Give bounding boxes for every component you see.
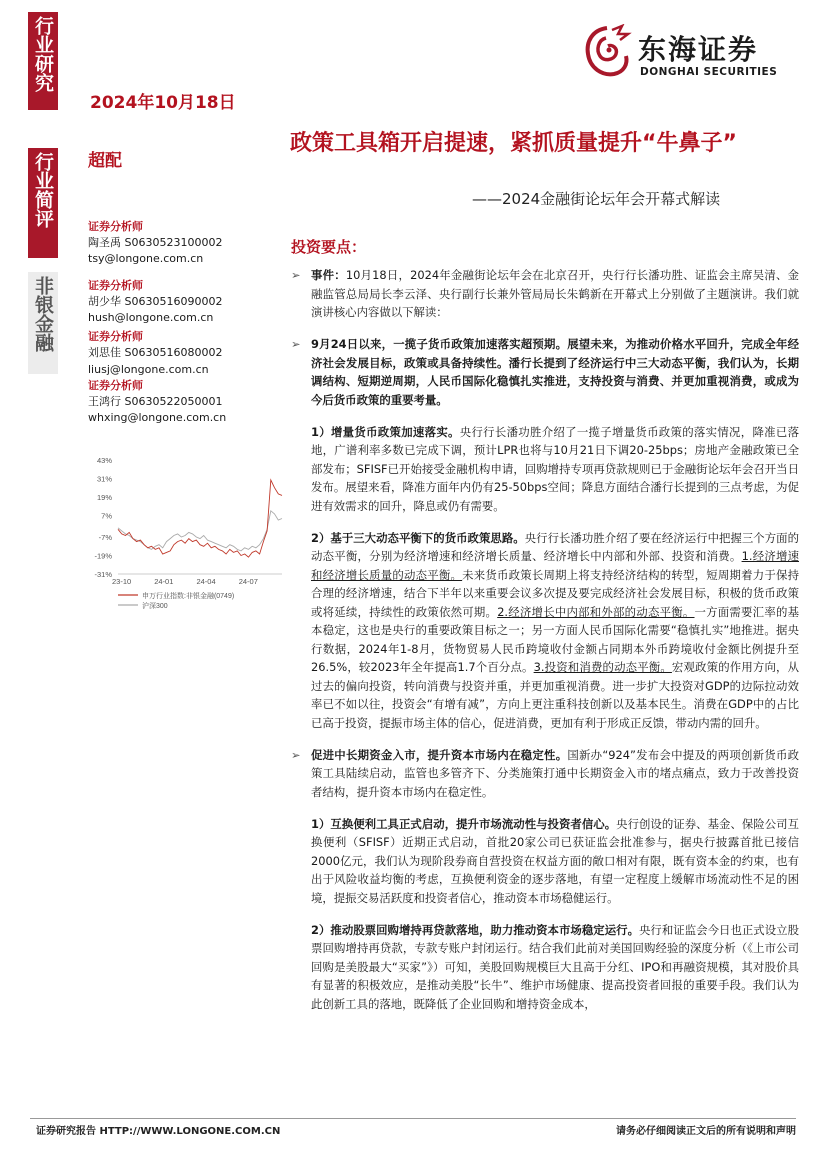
analyst-email[interactable]: whxing@longone.com.cn	[88, 411, 227, 425]
paragraph-text: 央行行长潘功胜介绍了一揽子增量货币政策的落实情况，降准已落地，广谱利率多数已完成下调，预计LPR也将与10月21日下调20-25bps；房地产金融政策已全部发布；SFISF已开始接受金融机构申请，回购增持专项再贷款规则已于金融街论坛年会召开当日发布。展望来看，降准方面年内仍有25-50bps空间；降息方面结合潘行长提到的三点考虑，为促进有效需求的回升，降息或仍有需要。	[311, 424, 799, 513]
paragraph-heading: 2）基于三大动态平衡下的货币政策思路。	[311, 530, 525, 545]
dragon-logo-icon	[582, 24, 632, 80]
bullet-arrow-icon: ➢	[291, 337, 301, 351]
x-tick-label: 24-04	[196, 577, 216, 586]
y-tick-label: 43%	[96, 456, 112, 465]
analyst-role: 证券分析师	[88, 220, 143, 233]
series-line	[118, 480, 282, 557]
analyst-email[interactable]: liusj@longone.com.cn	[88, 362, 209, 376]
legend-label: 沪深300	[142, 603, 168, 610]
y-tick-label: 7%	[101, 511, 112, 521]
analyst-name-code	[88, 394, 278, 410]
report-subtitle: ——2024金融街论坛年会开幕式解读	[472, 190, 721, 208]
performance-chart	[86, 452, 286, 624]
analyst-list	[88, 219, 278, 426]
analyst-name: 胡少华	[88, 294, 121, 308]
paragraph-text: 未来货币政策长周期上将支持经济结构的转型，短周期着力于保持合理的经济增速，结合下半年以来重要会议多次提及要完成经济社会发展目标，积极的货币政策或将延续，持续性的政策依然可期。	[311, 567, 799, 619]
key-points-body	[291, 266, 799, 1027]
paragraph-text: 国新办“924”发布会中提及的两项创新货币政策工具陆续启动，监管也多管齐下、分类施策打通中长期资金入市的堵点痛点，致力于改善投资者结构，提升资本市场内在稳定性。	[311, 747, 799, 799]
analyst-code: S0630516090002	[124, 294, 223, 308]
analyst-name: 王鸿行	[88, 395, 121, 409]
industry-label: 非银金融	[32, 276, 54, 352]
bullet-arrow-icon: ➢	[291, 747, 301, 762]
paragraph-text: 央行行长潘功胜介绍了要在经济运行中把握三个方面的动态平衡，分别为经济增速和经济增长质量、经济增长中内部和外部、投资和消费。	[311, 530, 799, 563]
paragraph-heading: 促进中长期资金入市，提升资本市场内在稳定性。	[311, 747, 568, 762]
brand-name-en: DONGHAI SECURITIES	[640, 66, 778, 78]
analyst-name: 刘思佳	[88, 346, 121, 360]
footer-disclaimer: 请务必仔细阅读正文后的所有说明和声明	[616, 1126, 796, 1137]
brand-logo	[582, 22, 802, 84]
summary-paragraph	[291, 335, 799, 409]
analyst-code: S0630523100002	[124, 236, 223, 250]
brand-name-cn: 东海证券	[638, 33, 759, 66]
y-tick-label: 19%	[96, 492, 112, 502]
analyst-code: S0630522050001	[124, 395, 223, 409]
report-title: 政策工具箱开启提速，紧抓质量提升“牛鼻子”	[290, 131, 737, 156]
report-date: 2024年10月18日	[90, 93, 236, 113]
analyst-name-code	[88, 235, 278, 251]
event-text: 10月18日，2024年金融街论坛年会在北京召开，央行行长潘功胜、证监会主席吴清、金融监管总局局长李云泽、央行副行长兼外管局局长朱鹤新在开幕式上分别做了主题演讲。我们就演讲核心内容做以下解读：	[311, 268, 799, 319]
paragraph-heading: 1）增量货币政策加速落实。	[311, 424, 460, 439]
paragraph-text: 央行创设的证券、基金、保险公司互换便利（SFISF）近期正式启动，首批20家公司已获证监会批准参与，据央行披露首批已接信2000亿元，我们认为现阶段券商自营投资在权益方面的敞口相对有限，既有资本金的约束，也有出于风险收益均衡的考虑，互换便利资金的逐步落地，有望一定程度上缓解市场流动性不足的困境，提振交易活跃度和投资者信心，推动资本市场稳健运行。	[311, 816, 799, 905]
balance-point-2: 2.经济增长中内部和外部的动态平衡。	[497, 604, 695, 619]
y-tick-label: -19%	[94, 551, 112, 561]
analyst-role: 证券分析师	[88, 330, 143, 344]
capital-market-paragraph	[291, 746, 799, 802]
analyst-name-code	[88, 294, 278, 310]
report-type-label: 行业简评	[32, 152, 54, 228]
analyst-role: 证券分析师	[88, 278, 143, 292]
footer-left[interactable]: 证券研究报告 HTTP://WWW.LONGONE.COM.CN	[36, 1126, 281, 1137]
analyst-name: 陶圣禹	[88, 236, 121, 250]
monetary-policy-paragraph	[291, 423, 799, 516]
buyback-loan-paragraph	[291, 921, 799, 1014]
legend-label: 申万行业指数:非银金融(0749)	[142, 593, 235, 600]
analyst-email[interactable]: tsy@longone.com.cn	[88, 252, 204, 266]
paragraph-text: 一方面需要汇率的基本稳定，这也是央行的重要政策目标之一；另一方面人民币国际化需要“稳慎扎实”地推进。据央行数据，2024年1-8月，货物贸易人民币跨境收付金额占同期本外币跨境收付金额比例提升至26.5%，较2023年全年提高1.7个百分点。	[311, 604, 799, 674]
x-tick-label: 23-10	[112, 577, 132, 586]
paragraph-text: 宏观政策的作用方向，从过去的偏向投资，转向消费与投资并重，并更加重视消费。进一步扩大投资对GDP的边际拉动效率已不如以往，投资会“有增有减”，方向上更注重科技创新以及基本民生。消费在GDP中的占比已高于投资，提振市场主体的信心，促进消费，更加有利于形成正反馈，带动内需的回升。	[311, 660, 799, 730]
paragraph-text: 央行和证监会今日也正式设立股票回购增持再贷款，专款专账户封闭运行。结合我们此前对美国回购经验的深度分析（《上市公司回购是美股最大“买家”》）可知，美股回购规模巨大且高于分红、IPO和再融资规模，其对股价具有显著的积极效应，是推动美股“长牛”、维护市场健康、提高投资者回报的重要手段。我们认为此创新工具的落地，既降低了企业回购和增持资金成本，	[311, 922, 799, 1011]
y-tick-label: -31%	[94, 570, 112, 579]
rating: 超配	[88, 151, 122, 171]
analyst-card	[88, 329, 278, 378]
analyst-card	[88, 378, 278, 427]
paragraph-heading: 1）互换便利工具正式启动，提升市场流动性与投资者信心。	[311, 816, 617, 831]
swap-facility-paragraph	[291, 815, 799, 908]
event-paragraph	[291, 266, 799, 322]
dynamic-balance-paragraph	[291, 529, 799, 733]
report-type-tag	[28, 148, 58, 258]
footer-divider	[30, 1118, 796, 1119]
category-label: 行业研究	[32, 16, 54, 92]
x-tick-label: 24-07	[238, 577, 258, 586]
analyst-code: S0630516080002	[124, 346, 223, 360]
analyst-card	[88, 219, 278, 268]
y-tick-label: -7%	[98, 533, 112, 543]
paragraph-heading: 2）推动股票回购增持再贷款落地，助力推动资本市场稳定运行。	[311, 922, 639, 937]
industry-tag	[28, 272, 58, 374]
y-tick-label: 31%	[96, 474, 112, 484]
performance-chart-svg	[86, 452, 286, 624]
bullet-arrow-icon: ➢	[291, 268, 301, 282]
analyst-name-code	[88, 345, 278, 361]
balance-point-1: 1.经济增速和经济增长质量的动态平衡。	[311, 549, 799, 582]
category-tag	[28, 12, 58, 110]
x-tick-label: 24-01	[154, 577, 174, 586]
analyst-email[interactable]: hush@longone.com.cn	[88, 311, 214, 325]
key-points-heading: 投资要点：	[291, 238, 367, 256]
balance-point-3: 3.投资和消费的动态平衡。	[533, 660, 672, 674]
analyst-role: 证券分析师	[88, 378, 143, 392]
summary-text: 9月24日以来，一揽子货币政策加速落实超预期。展望未来，为推动价格水平回升，完成全年经济社会发展目标，政策或具备持续性。潘行长提到了经济运行中三大动态平衡，我们认为，长期调结构、短期逆周期，人民币国际化稳慎扎实推进，支持投资与消费、并更加重视消费，或成为今后货币政策的重要考量。	[311, 337, 799, 407]
event-label: 事件：	[311, 268, 346, 282]
analyst-card	[88, 278, 278, 327]
